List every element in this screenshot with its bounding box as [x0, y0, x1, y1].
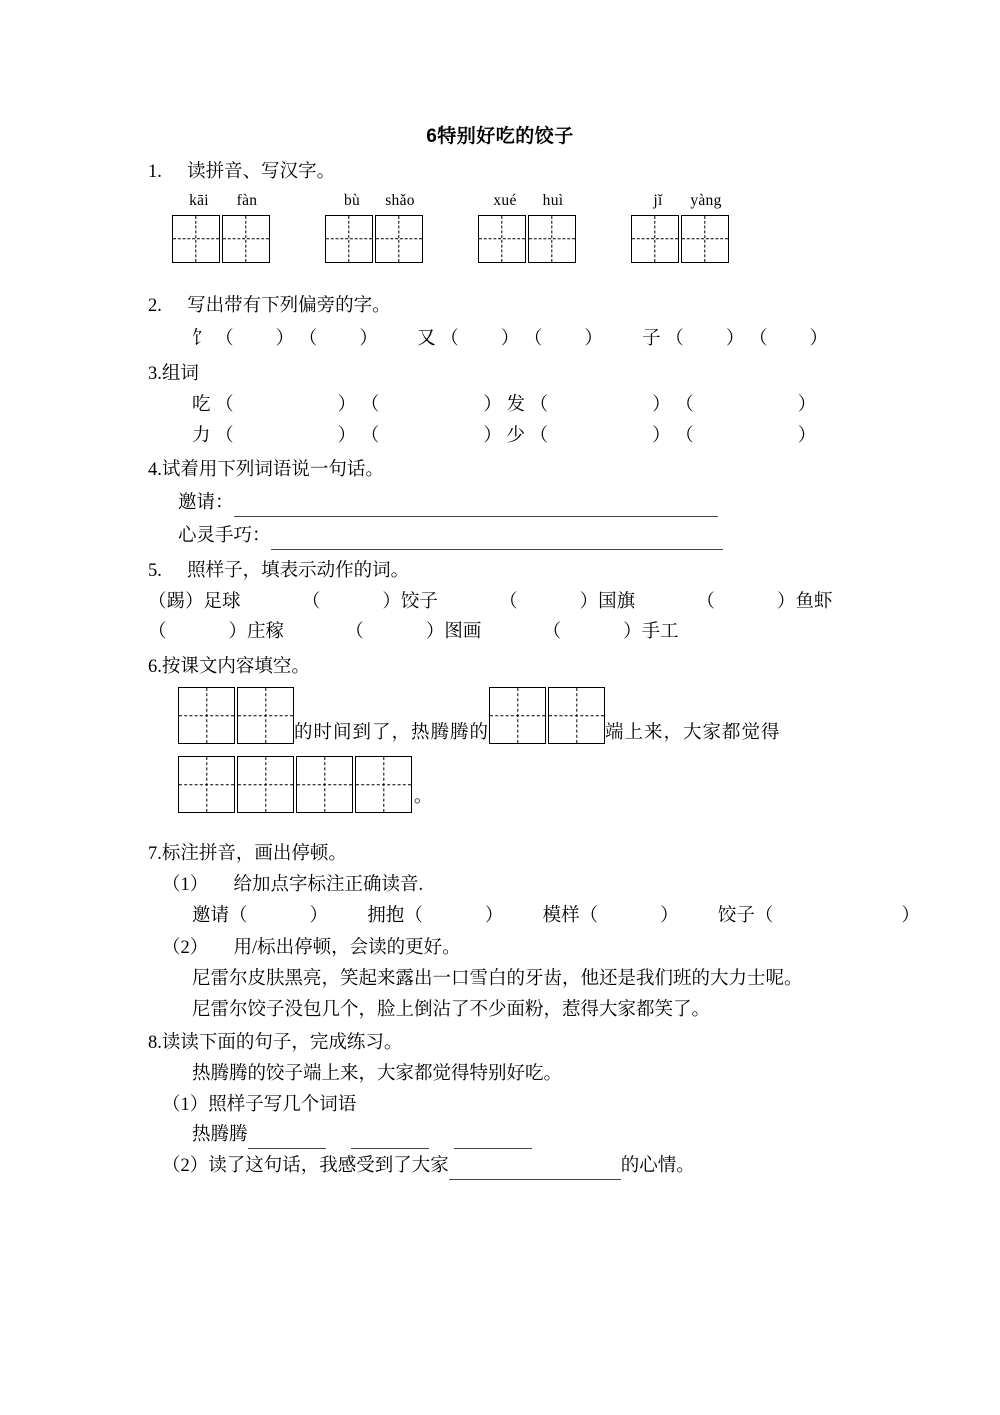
question-5-row-2 — [148, 619, 880, 646]
pinyin-group-4 — [631, 190, 730, 263]
character-grid — [478, 215, 577, 263]
pinyin-syllable: jǐ — [653, 191, 663, 209]
paren-open: （ — [404, 905, 423, 926]
question-6-text-1: 的时间到了，热腾腾的 — [294, 722, 490, 743]
page-title: 6特别好吃的饺子 — [426, 126, 574, 147]
paren-close: ） — [809, 329, 828, 350]
tianzige-cell[interactable] — [489, 687, 546, 744]
question-4-number: 4. — [148, 460, 162, 481]
paren-close: ） — [623, 622, 642, 643]
colon: ： — [215, 493, 234, 514]
paren-close: ） — [584, 329, 603, 350]
answer-line[interactable] — [234, 499, 718, 517]
paren-close: ） — [382, 591, 401, 612]
radical-label: 饣 — [192, 329, 211, 350]
paren-close: ） — [652, 425, 671, 446]
paren-open: （ — [215, 425, 234, 446]
tianzige-cell[interactable] — [375, 215, 423, 263]
paren-close: ） — [337, 394, 357, 415]
question-7-sub-2 — [148, 935, 880, 962]
paren-close: ） — [309, 905, 329, 926]
paren-open: （ — [675, 425, 694, 446]
answer-line[interactable] — [454, 1131, 532, 1149]
paren-open: （ — [529, 394, 549, 415]
paren-close: ） — [425, 622, 445, 643]
answer-line[interactable] — [248, 1131, 326, 1149]
paren-close: ） — [228, 622, 248, 643]
pinyin-syllable: huì — [542, 191, 564, 209]
tianzige-cell[interactable] — [325, 215, 373, 263]
sub-prompt: 照样子写几个词语 — [208, 1094, 357, 1115]
pinyin-group-3 — [478, 190, 577, 263]
vocab-word: 模样 — [542, 905, 580, 926]
question-4-prompt: 试着用下列词语说一句话。 — [161, 460, 384, 481]
paren-open: （ — [301, 591, 321, 612]
character-grid-blank-3 — [178, 756, 412, 813]
question-2-prompt: 写出带有下列偏旁的字。 — [187, 296, 391, 317]
question-3-prompt: 组词 — [161, 363, 199, 384]
tianzige-cell[interactable] — [631, 215, 679, 263]
colon: ： — [252, 525, 271, 546]
answer-line[interactable] — [271, 532, 723, 550]
pinyin-syllable: fàn — [236, 191, 258, 209]
sub-label: （2） — [162, 938, 209, 959]
sub-label: （2） — [162, 1156, 209, 1177]
tianzige-cell[interactable] — [548, 687, 605, 744]
paren-open: （ — [229, 905, 248, 926]
pinyin-syllable: kāi — [189, 191, 209, 209]
question-6-prompt: 按课文内容填空。 — [161, 657, 310, 678]
word-label: 吃 — [192, 394, 211, 415]
question-6-text-2: 端上来，大家都觉得 — [605, 722, 781, 743]
question-1-number: 1. — [148, 162, 162, 182]
paren-close: ） — [776, 591, 796, 612]
paren-close: ） — [359, 329, 378, 350]
sub-prompt: 给加点字标注正确读音. — [233, 874, 424, 895]
question-7-sub-1-words — [148, 903, 920, 930]
question-3-row-1 — [148, 392, 880, 419]
paren-close: ） — [275, 329, 295, 350]
question-2 — [148, 293, 880, 320]
character-grid-blank-2 — [489, 687, 605, 744]
word-label: 少 — [506, 425, 525, 446]
sentence-period: 。 — [414, 787, 433, 808]
word-label: 发 — [506, 394, 525, 415]
example-answer: 踢 — [166, 591, 186, 612]
paren-open: （ — [579, 905, 599, 926]
paren-close: ） — [579, 591, 599, 612]
paren-open: （ — [215, 329, 234, 350]
vocab-word: 拥抱 — [367, 905, 405, 926]
sub-text-after: 的心情。 — [620, 1156, 695, 1177]
paren-close: ） — [500, 329, 520, 350]
pinyin-syllable: shǎo — [385, 191, 415, 209]
paren-close: ） — [660, 905, 679, 926]
word-label: 力 — [192, 425, 211, 446]
question-7-number: 7. — [148, 844, 162, 865]
radical-label: 子 — [642, 329, 661, 350]
vocab-word: 饺子 — [717, 905, 755, 926]
paren-open: （ — [499, 591, 518, 612]
question-5-prompt: 照样子，填表示动作的词。 — [187, 560, 410, 581]
sub-prompt: 用/标出停顿，会读的更好。 — [233, 938, 461, 959]
character-grid — [325, 215, 424, 263]
question-2-answers — [148, 326, 880, 353]
question-4 — [148, 457, 880, 484]
tianzige-cell[interactable] — [222, 215, 270, 263]
pinyin-labels — [325, 190, 424, 212]
noun-label: 鱼虾 — [795, 591, 833, 612]
radical-label: 又 — [417, 329, 436, 350]
answer-line[interactable] — [351, 1131, 429, 1149]
paren-open: （ — [298, 329, 318, 350]
character-grid — [172, 215, 271, 263]
question-6-line-2 — [148, 756, 880, 813]
paren-close: ） — [484, 905, 504, 926]
tianzige-cell[interactable] — [237, 756, 294, 813]
paren-open: （ — [696, 591, 715, 612]
question-3-number: 3. — [148, 363, 162, 384]
example-word: 热腾腾 — [192, 1125, 248, 1146]
paren-close: ） — [483, 425, 502, 446]
paren-close: ） — [652, 394, 671, 415]
question-3-row-2 — [148, 423, 880, 450]
paren-open: （ — [529, 425, 549, 446]
sub-text-before: 读了这句话，我感受到了大家 — [208, 1156, 449, 1177]
question-7-prompt: 标注拼音，画出停顿。 — [161, 844, 347, 865]
tianzige-cell[interactable] — [681, 215, 729, 263]
question-8 — [148, 1030, 880, 1057]
character-grid — [631, 215, 730, 263]
sub-label: （1） — [162, 874, 209, 895]
tianzige-cell[interactable] — [178, 687, 235, 744]
pinyin-group-1 — [172, 190, 271, 263]
question-3 — [148, 361, 880, 388]
paren-close: ） — [725, 329, 745, 350]
question-6 — [148, 654, 880, 681]
paren-open: （ — [748, 329, 768, 350]
vocab-word: 邀请 — [192, 905, 230, 926]
tianzige-cell[interactable] — [172, 215, 220, 263]
noun-label: 庄稼 — [247, 622, 285, 643]
question-7 — [148, 841, 880, 868]
question-8-prompt: 读读下面的句子，完成练习。 — [161, 1032, 403, 1053]
question-8-sentence: 热腾腾的饺子端上来，大家都觉得特别好吃。 — [192, 1063, 563, 1084]
tianzige-cell[interactable] — [237, 687, 294, 744]
paren-open: （ — [440, 329, 459, 350]
pinyin-labels — [631, 190, 730, 212]
question-4-item-2 — [148, 523, 880, 550]
paren-open: （ — [665, 329, 684, 350]
question-6-number: 6. — [148, 657, 162, 678]
paren-open: （ — [345, 622, 364, 643]
question-8-sub-1-blanks — [148, 1122, 880, 1149]
pinyin-syllable: yàng — [690, 191, 722, 209]
question-2-number: 2. — [148, 296, 162, 317]
pinyin-syllable: bù — [343, 191, 361, 209]
question-5-row-1 — [148, 589, 880, 616]
question-5 — [148, 558, 880, 585]
question-8-sub-1 — [148, 1092, 880, 1119]
worksheet-content — [0, 159, 1000, 1180]
question-6-line-1 — [148, 687, 880, 744]
paren-open: （ — [148, 622, 167, 643]
vocab-word: 邀请 — [178, 493, 216, 514]
noun-label: 足球 — [203, 591, 241, 612]
question-1-answer-grids — [148, 190, 880, 263]
paren-open: （ — [523, 329, 543, 350]
paren-open: （ — [360, 425, 380, 446]
noun-label: 图画 — [444, 622, 482, 643]
noun-label: 国旗 — [598, 591, 636, 612]
noun-label: 手工 — [641, 622, 679, 643]
paren-close: ） — [797, 425, 817, 446]
question-7-sentence-1: 尼雷尔皮肤黑亮，笑起来露出一口雪白的牙齿，他还是我们班的大力士呢。 — [192, 969, 803, 990]
paren-open: （ — [542, 622, 562, 643]
paren-close: ） — [483, 394, 502, 415]
pinyin-labels — [478, 190, 577, 212]
question-4-item-1 — [148, 490, 880, 517]
paren-close: ） — [337, 425, 357, 446]
question-1 — [148, 159, 880, 186]
answer-line[interactable] — [449, 1162, 621, 1180]
tianzige-cell[interactable] — [478, 215, 526, 263]
paren-close: ） — [185, 591, 204, 612]
question-7-sub-1 — [148, 872, 880, 899]
vocab-word: 心灵手巧 — [178, 525, 253, 546]
paren-open: （ — [148, 591, 167, 612]
paren-open: （ — [215, 394, 234, 415]
question-8-sub-2 — [148, 1153, 880, 1180]
paren-open: （ — [360, 394, 380, 415]
question-8-number: 8. — [148, 1032, 162, 1053]
tianzige-cell[interactable] — [296, 756, 353, 813]
question-1-prompt: 读拼音、写汉字。 — [187, 162, 336, 182]
paren-close: ） — [797, 394, 817, 415]
paren-close: ） — [901, 905, 920, 926]
pinyin-labels — [172, 190, 271, 212]
pinyin-syllable: xué — [493, 191, 517, 209]
question-7-sentence-2: 尼雷尔饺子没包几个，脸上倒沾了不少面粉，惹得大家都笑了。 — [192, 1000, 711, 1021]
paren-open: （ — [754, 905, 774, 926]
question-5-number: 5. — [148, 560, 162, 581]
noun-label: 饺子 — [400, 591, 438, 612]
paren-open: （ — [675, 394, 694, 415]
tianzige-cell[interactable] — [178, 756, 235, 813]
tianzige-cell[interactable] — [528, 215, 576, 263]
tianzige-cell[interactable] — [355, 756, 412, 813]
character-grid-blank-1 — [178, 687, 294, 744]
sub-label: （1） — [162, 1094, 209, 1115]
pinyin-group-2 — [325, 190, 424, 263]
